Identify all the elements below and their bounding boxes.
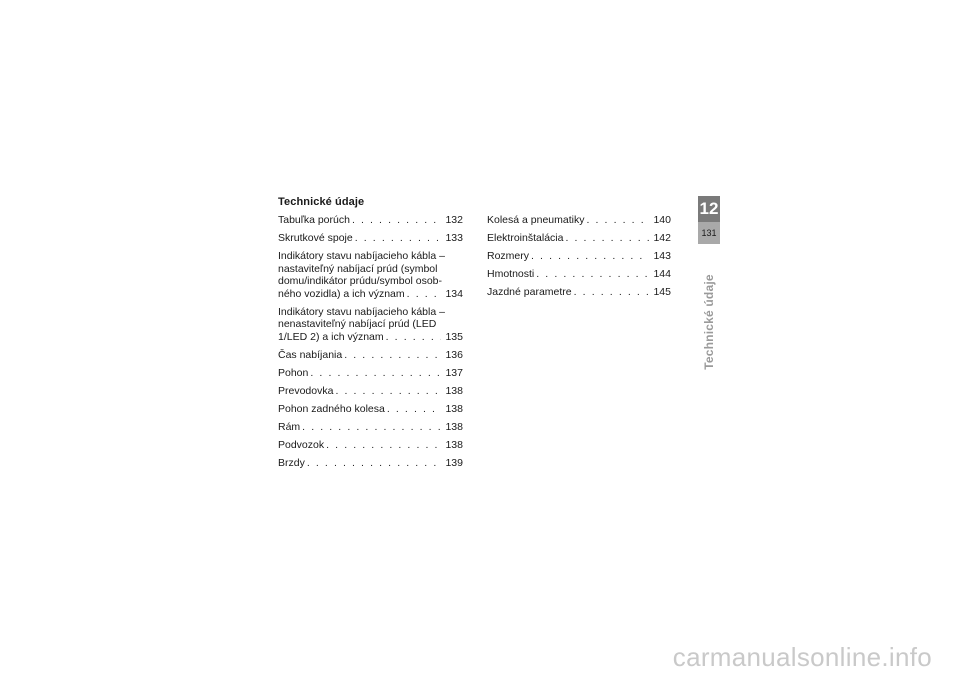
toc-entry-text: 1/LED 2) a ich význam	[278, 330, 384, 343]
watermark: carmanualsonline.info	[672, 642, 932, 672]
toc-entry-text: Elektroinštalácia	[487, 232, 564, 244]
toc-leader-dots	[536, 268, 649, 281]
toc-leader-dots	[387, 403, 441, 416]
toc-page-number: 140	[653, 214, 671, 226]
toc-entry-line	[278, 288, 463, 301]
toc-entry[interactable]	[487, 214, 671, 227]
toc-entry-text: Podvozok	[278, 438, 325, 451]
toc-leader-dots	[344, 349, 441, 362]
toc-leader-dots	[407, 288, 441, 301]
toc-entry[interactable]	[278, 349, 463, 362]
toc-entry-text: Pohon zadného kolesa	[278, 402, 385, 415]
toc-page-number: 139	[445, 456, 463, 469]
toc-entry-text: Rám	[278, 420, 301, 433]
toc-entry-line	[278, 232, 463, 245]
toc-entry-text: Jazdné parametre	[487, 286, 572, 298]
toc-leader-dots	[355, 232, 441, 245]
toc-entry[interactable]	[487, 286, 671, 299]
toc-entry-text: nastaviteľný nabíjací prúd (symbol	[278, 262, 438, 275]
toc-entry-text: Tabuľka porúch	[278, 214, 350, 226]
toc-page-number: 134	[445, 287, 463, 300]
toc-entry[interactable]	[278, 306, 463, 344]
toc-entry-text: Prevodovka	[278, 384, 334, 397]
toc-entry-line	[278, 349, 463, 362]
toc-leader-dots	[310, 367, 441, 380]
toc-entry-line	[487, 286, 671, 299]
toc-leader-dots	[574, 286, 649, 299]
toc-leader-dots	[302, 421, 441, 434]
toc-entry[interactable]	[487, 268, 671, 281]
toc-entry-text: Kolesá a pneumatiky	[487, 214, 585, 226]
chapter-tab	[698, 196, 720, 244]
toc-page-number: 138	[445, 438, 463, 451]
toc-entry-line	[278, 403, 463, 416]
toc-entry-line	[278, 331, 463, 344]
toc-entry-text: Rozmery	[487, 250, 530, 262]
toc-leader-dots	[352, 214, 441, 227]
toc-entry-line	[487, 214, 671, 227]
toc-entry-text: ného vozidla) a ich význam	[278, 287, 405, 300]
toc-entry[interactable]	[278, 439, 463, 452]
toc-leader-dots	[386, 331, 441, 344]
toc-entry-text: Pohon	[278, 366, 309, 379]
toc-page-number: 132	[445, 214, 463, 226]
toc-entry-line	[278, 385, 463, 398]
toc-page-number: 142	[653, 232, 671, 244]
toc-page-number: 138	[445, 402, 463, 415]
toc-leader-dots	[565, 232, 649, 245]
toc-page-number: 144	[653, 268, 671, 280]
toc-leader-dots	[307, 457, 441, 470]
toc-entry-text: Indikátory stavu nabíjacieho kábla –	[278, 250, 445, 262]
toc-entry[interactable]	[278, 457, 463, 470]
toc-entry-line	[278, 457, 463, 470]
toc-entry[interactable]	[487, 232, 671, 245]
toc-page-number: 138	[445, 384, 463, 397]
toc-entry-line	[487, 268, 671, 281]
toc-entry-line	[487, 232, 671, 245]
toc-entry[interactable]	[278, 403, 463, 416]
toc-entry[interactable]	[278, 421, 463, 434]
chapter-number: 12	[698, 196, 720, 222]
toc-page-number: 143	[653, 250, 671, 262]
toc-entry-text: Skrutkové spoje	[278, 232, 353, 244]
page-number: 131	[701, 228, 717, 238]
toc-leader-dots	[586, 214, 649, 227]
toc-leader-dots	[326, 439, 441, 452]
toc-entry[interactable]	[278, 232, 463, 245]
toc-entry[interactable]	[278, 214, 463, 227]
toc-entry[interactable]	[487, 250, 671, 263]
toc-entry-text: Brzdy	[278, 456, 305, 469]
toc-entry-text: Indikátory stavu nabíjacieho kábla –	[278, 305, 445, 318]
toc-entry-line	[278, 439, 463, 452]
toc-page-number: 138	[445, 420, 463, 433]
toc-entry-text: domu/indikátor prúdu/symbol osob-	[278, 275, 443, 287]
toc-page-number: 136	[445, 348, 463, 361]
toc-entry-text: nenastaviteľný nabíjací prúd (LED	[278, 318, 437, 330]
toc-entry-line	[278, 214, 463, 227]
toc-entry[interactable]	[278, 385, 463, 398]
toc-entry-line	[487, 250, 671, 263]
toc-page-number: 145	[653, 286, 671, 298]
toc-page-number: 133	[445, 232, 463, 244]
chapter-vertical-label: Technické údaje	[702, 274, 716, 370]
toc-leader-dots	[531, 250, 649, 263]
toc-entry[interactable]	[278, 367, 463, 380]
toc-entry-line	[278, 367, 463, 380]
toc-page-number: 137	[445, 366, 463, 379]
toc-page-number: 135	[445, 330, 463, 343]
toc-right-column	[487, 214, 671, 304]
page-title: Technické údaje	[278, 196, 365, 208]
toc-entry-text: Hmotnosti	[487, 268, 535, 280]
toc-leader-dots	[335, 385, 441, 398]
toc-entry[interactable]	[278, 250, 463, 300]
toc-entry-line	[278, 421, 463, 434]
toc-entry-text: Čas nabíjania	[278, 348, 343, 361]
toc-left-column	[278, 214, 463, 475]
